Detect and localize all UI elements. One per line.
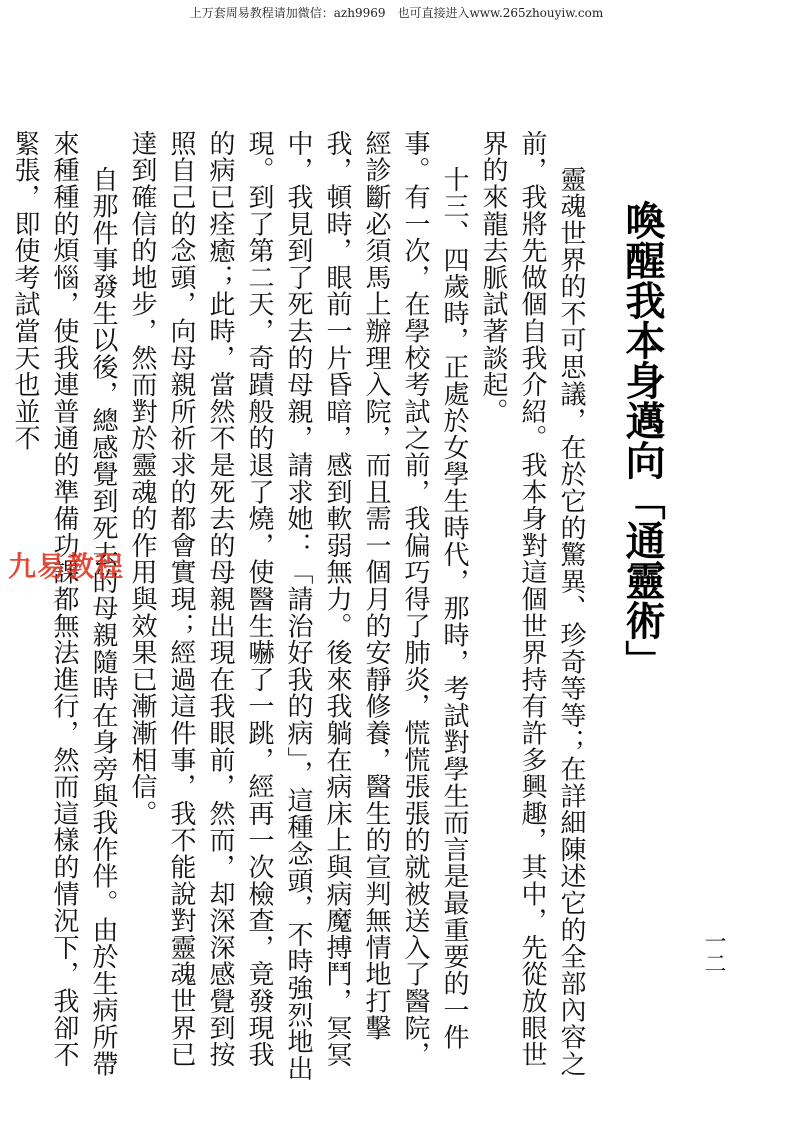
page-title: 喚醒我本身邁向「通靈術」 [619, 200, 665, 680]
paragraph: 十三、四歲時，正處於女學生時代，那時，考試對學生而言是最重要的一件事。有一次，在學校考試之前，我偏巧得了肺炎，慌慌張張的就被送入了醫院，經診斷必須馬上辦理入院，而且需一個月的安靜修養，醫生的宣判無情地打擊我，頓時，眼前一片昏暗，感到軟弱無力。後來我躺在病床上與病魔搏鬥，冥冥中，我見到了死去的母親，請求她：「請治好我的病」，這種念頭，不時強烈地出現。到了第二天，奇蹟般的退了燒，使醫生嚇了一跳，經再一次檢查，竟發現我的病已痊癒；此時，當然不是死去的母親出現在我眼前，然而，却深深感覺到按照自己的念頭，向母親所祈求的都會實現；經過這件事，我不能說對靈魂世界已達到確信的地步，然而對於靈魂的作用與效果已漸漸相信。 [127, 130, 469, 1082]
paragraph: 自那件事發生以後，總感覺到死去的母親隨時在身旁與我作伴。由於生病所帶來種種的煩惱，使我連普通的準備功課都無法進行，然而這樣的情況下，我卻不緊張，即使考試當天也並不 [10, 130, 118, 1078]
paragraph: 靈魂世界的不可思議，在於它的驚異、珍奇等等；在詳細陳述它的全部內容之前，我將先做個自我介紹。我本身對這個世界持有許多興趣，其中，先從放眼世界的來龍去脈試著談起。 [478, 130, 586, 1078]
watermark-logo: 九易教程 [8, 550, 125, 583]
page-number: 一二 [701, 930, 726, 974]
header-notice: 上万套周易教程请加微信：azh9969 也可直接进入www.265zhouyiw.com [189, 6, 604, 20]
